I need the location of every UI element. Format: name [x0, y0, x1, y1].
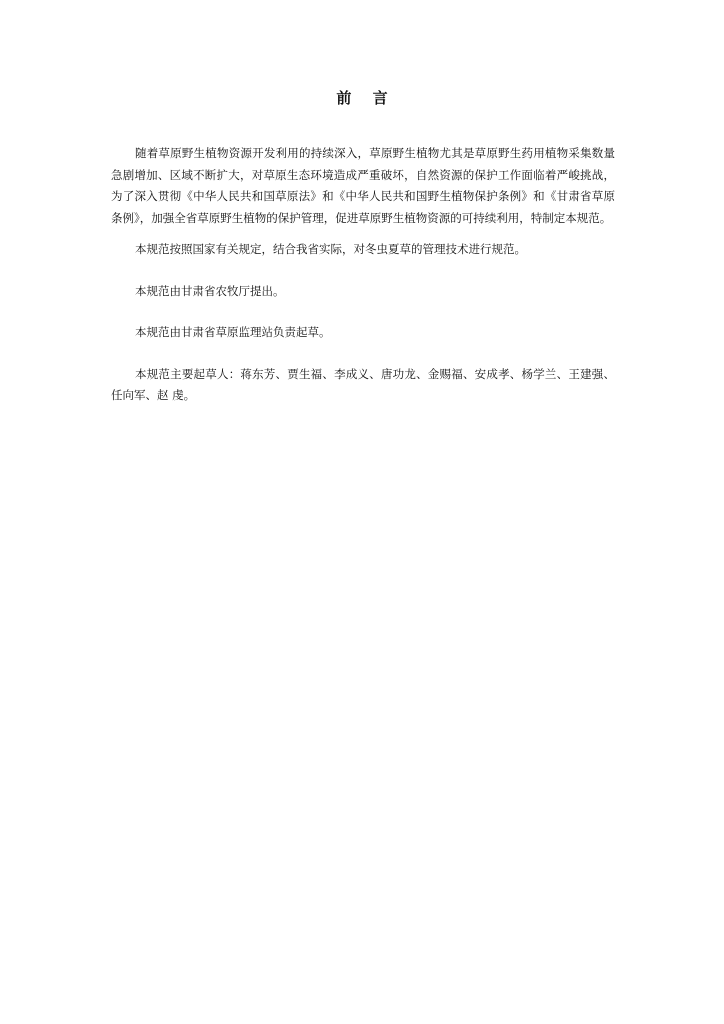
document-body	[111, 143, 615, 407]
paragraph-proposer: 本规范由甘肃省农牧厅提出。	[135, 283, 285, 298]
paragraph-drafters: 本规范主要起草人：蒋东芳、贾生福、李成义、唐功龙、金赐福、安成孝、杨学兰、王建强、任向军、赵 虔。	[111, 366, 615, 402]
paragraph-drafter-org: 本规范由甘肃省草原监理站负责起草。	[135, 325, 331, 339]
paragraph-scope: 本规范按照国家有关规定，结合我省实际，对冬虫夏草的管理技术进行规范。	[135, 242, 526, 256]
paragraph-intro: 随着草原野生植物资源开发利用的持续深入，草原野生植物尤其是草原野生药用植物采集数量急剧增加、区域不断扩大，对草原生态环境造成严重破坏，自然资源的保护工作面临着严峻挑战，为了深入贯彻《中华人民共和国草原法》和《中华人民共和国野生植物保护条例》和《甘肃省草原条例》，加强全省草原野生植物的保护管理，促进草原野生植物资源的可持续利用，特制定本规范。	[111, 146, 615, 225]
page-title: 前 言	[336, 89, 396, 107]
